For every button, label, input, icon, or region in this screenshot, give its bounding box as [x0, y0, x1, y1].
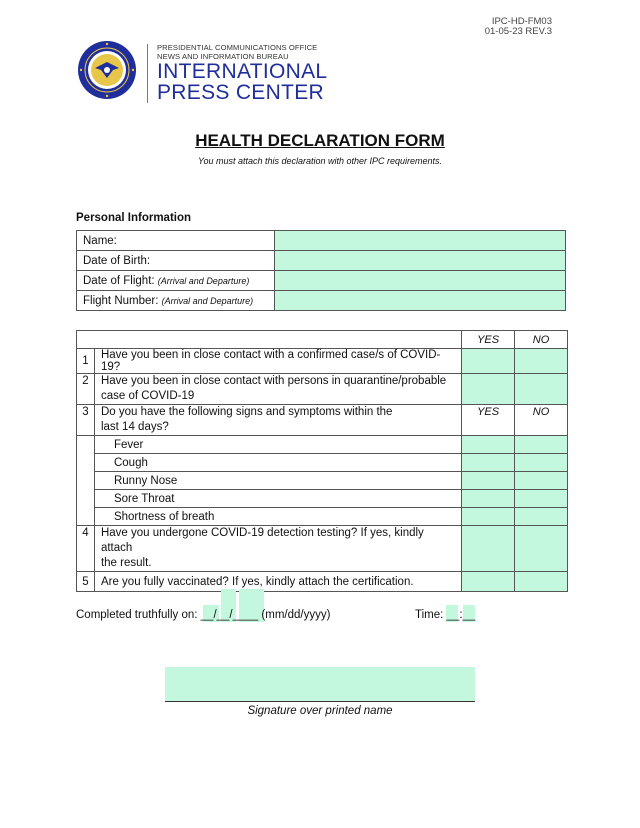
q3-number: 3 [77, 405, 95, 436]
symptom-cough: Cough [94, 454, 461, 472]
q4-text [94, 526, 461, 572]
dob-field[interactable] [274, 251, 565, 271]
flight-date-note: (Arrival and Departure) [157, 275, 250, 286]
symptom-sore-throat: Sore Throat [94, 490, 461, 508]
name-field[interactable] [274, 231, 565, 251]
cough-no-field[interactable] [515, 454, 568, 472]
date-blanks: __/__/____ [200, 609, 259, 621]
symptom-number-blank [77, 436, 95, 526]
q5-yes-field[interactable] [462, 572, 515, 592]
runny-nose-yes-field[interactable] [462, 472, 515, 490]
center-name-line1: INTERNATIONAL [157, 60, 328, 83]
form-revision: 01-05-23 REV.3 [484, 26, 552, 37]
date-format: (mm/dd/yyyy) [261, 609, 331, 621]
completed-label: Completed truthfully on: [76, 609, 198, 621]
flight-number-field[interactable] [274, 291, 565, 311]
q4-line2: the result. [100, 557, 152, 569]
q3-no-header: NO [515, 405, 568, 436]
time-blanks: __:__ [446, 609, 476, 621]
runny-nose-no-field[interactable] [515, 472, 568, 490]
symptom-runny-nose: Runny Nose [94, 472, 461, 490]
time-label: Time: [415, 609, 444, 621]
sore-throat-yes-field[interactable] [462, 490, 515, 508]
fever-no-field[interactable] [515, 436, 568, 454]
q1-number: 1 [77, 349, 95, 374]
fever-yes-field[interactable] [462, 436, 515, 454]
no-header: NO [515, 331, 568, 349]
q4-line1: Have you undergone COVID-19 detection testing? If yes, kindly attach [100, 527, 424, 554]
time-line [415, 609, 475, 621]
shortness-no-field[interactable] [515, 508, 568, 526]
bureau-name: NEWS AND INFORMATION BUREAU [157, 51, 289, 61]
q2-yes-field[interactable] [462, 374, 515, 405]
q3-line2: last 14 days? [100, 421, 169, 433]
q5-number: 5 [77, 572, 95, 592]
header-blank [77, 331, 462, 349]
yes-header: YES [462, 331, 515, 349]
office-name: PRESIDENTIAL COMMUNICATIONS OFFICE [157, 43, 318, 52]
q2-text [94, 374, 461, 405]
flight-date-label [77, 271, 275, 291]
personal-info-heading: Personal Information [76, 212, 192, 224]
health-questions-table [76, 330, 568, 592]
pco-seal-logo [77, 40, 137, 100]
q3-line1: Do you have the following signs and symptoms within the [100, 406, 393, 418]
flight-number-note: (Arrival and Departure) [161, 295, 254, 306]
form-title: HEALTH DECLARATION FORM [195, 131, 445, 150]
center-name-line2: PRESS CENTER [157, 81, 324, 104]
q1-text: Have you been in close contact with a confirmed case/s of COVID-19? [94, 349, 461, 374]
organization-header [147, 44, 327, 103]
flight-number-text: Flight Number: [83, 294, 159, 307]
flight-date-text: Date of Flight: [83, 274, 155, 287]
q4-yes-field[interactable] [462, 526, 515, 572]
q4-no-field[interactable] [515, 526, 568, 572]
sore-throat-no-field[interactable] [515, 490, 568, 508]
q2-line1: Have you been in close contact with persons in quarantine/probable [100, 375, 447, 387]
q2-no-field[interactable] [515, 374, 568, 405]
personal-info-table [76, 230, 566, 311]
name-label: Name: [77, 231, 275, 251]
dob-label: Date of Birth: [77, 251, 275, 271]
document-reference [485, 17, 552, 37]
flight-number-label [77, 291, 275, 311]
symptom-shortness-of-breath: Shortness of breath [94, 508, 461, 526]
q5-text: Are you fully vaccinated? If yes, kindly attach the certification. [94, 572, 461, 592]
cough-yes-field[interactable] [462, 454, 515, 472]
form-code: IPC-HD-FM03 [491, 16, 552, 27]
q4-number: 4 [77, 526, 95, 572]
q1-no-field[interactable] [515, 349, 568, 374]
signature-field[interactable] [165, 667, 475, 702]
q2-line2: case of COVID-19 [100, 390, 195, 402]
q1-yes-field[interactable] [462, 349, 515, 374]
q3-text [94, 405, 461, 436]
q5-no-field[interactable] [515, 572, 568, 592]
flight-date-field[interactable] [274, 271, 565, 291]
shortness-yes-field[interactable] [462, 508, 515, 526]
q3-yes-header: YES [462, 405, 515, 436]
symptom-fever: Fever [94, 436, 461, 454]
completed-line [76, 609, 330, 621]
q2-number: 2 [77, 374, 95, 405]
form-subtitle: You must attach this declaration with other IPC requirements. [197, 156, 443, 166]
signature-caption: Signature over printed name [247, 705, 393, 717]
